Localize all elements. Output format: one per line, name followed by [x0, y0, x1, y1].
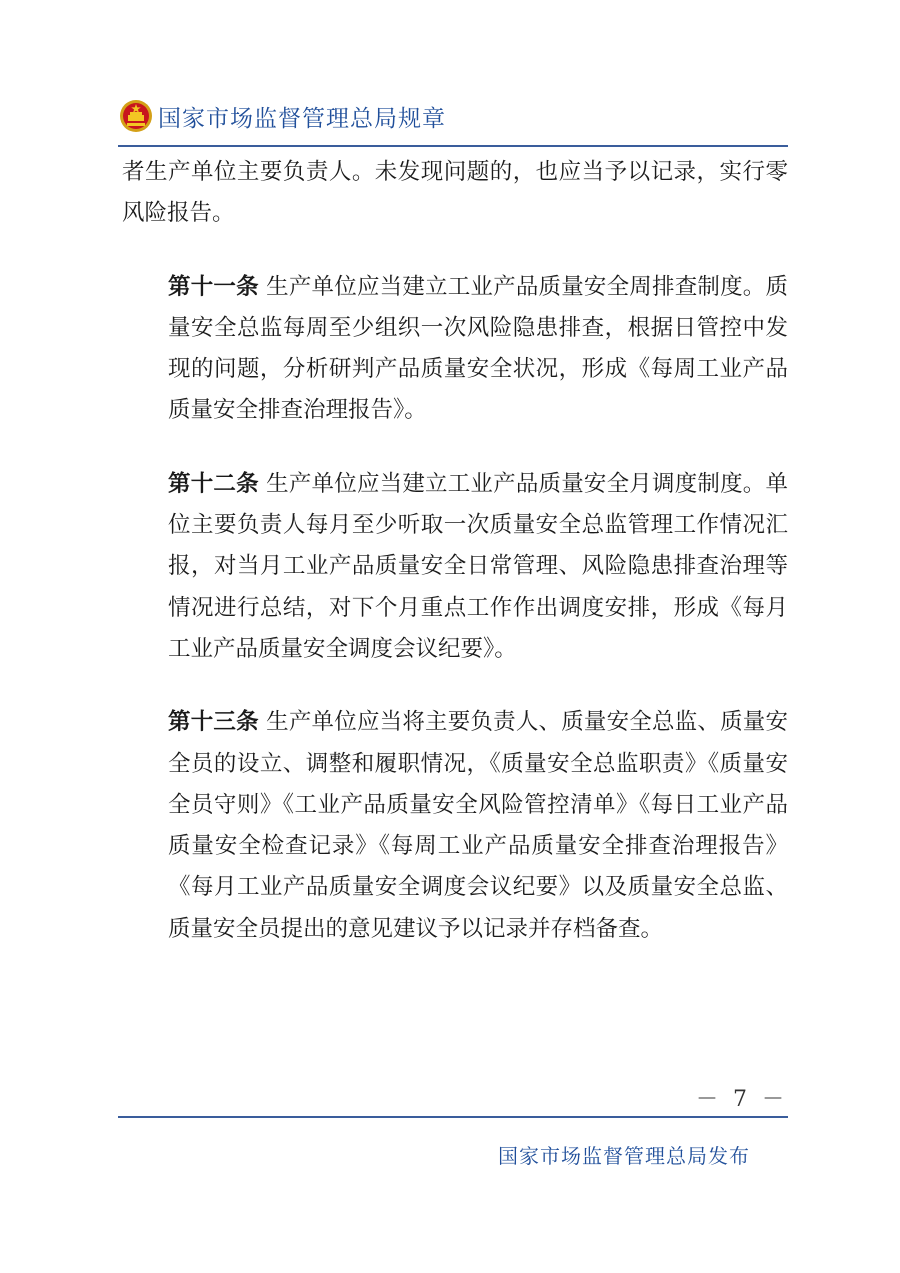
- article-13: [122, 702, 788, 950]
- paragraph-text: 者生产单位主要负责人。未发现问题的，也应当予以记录，实行零风险报告。: [122, 159, 788, 227]
- header-title: 国家市场监督管理总局规章: [158, 105, 446, 132]
- document-body: [122, 152, 788, 950]
- page-number: － 7 －: [696, 1087, 788, 1112]
- article-heading: 第十二条: [168, 470, 259, 497]
- article-heading: 第十三条: [168, 709, 259, 736]
- page-header: [118, 96, 446, 136]
- article-text: 生产单位应当建立工业产品质量安全月调度制度。单位主要负责人每月至少听取一次质量安全总监管理工作情况汇报，对当月工业产品质量安全日常管理、风险隐患排查治理等情况进行总结，对下个月重点工作作出调度安排，形成《每月工业产品质量安全调度会议纪要》。: [168, 470, 788, 662]
- article-11: [122, 267, 788, 432]
- article-text: 生产单位应当建立工业产品质量安全周排查制度。质量安全总监每周至少组织一次风险隐患排查，根据日管控中发现的问题，分析研判产品质量安全状况，形成《每周工业产品质量安全排查治理报告》。: [168, 273, 788, 424]
- header-divider: [118, 145, 788, 147]
- footer-divider: [118, 1116, 788, 1118]
- national-emblem-icon: [118, 98, 154, 134]
- article-text: 生产单位应当将主要负责人、质量安全总监、质量安全员的设立、调整和履职情况，《质量安全总监职责》《质量安全员守则》《工业产品质量安全风险管控清单》《每日工业产品质量安全检查记录》《每周工业产品质量安全排查治理报告》《每月工业产品质量安全调度会议纪要》以及质量安全总监、质量安全员提出的意见建议予以记录并存档备查。: [168, 709, 788, 942]
- article-heading: 第十一条: [168, 273, 259, 300]
- footer-publisher: 国家市场监督管理总局发布: [498, 1144, 750, 1168]
- paragraph-continuation: [122, 152, 788, 235]
- article-12: [122, 464, 788, 670]
